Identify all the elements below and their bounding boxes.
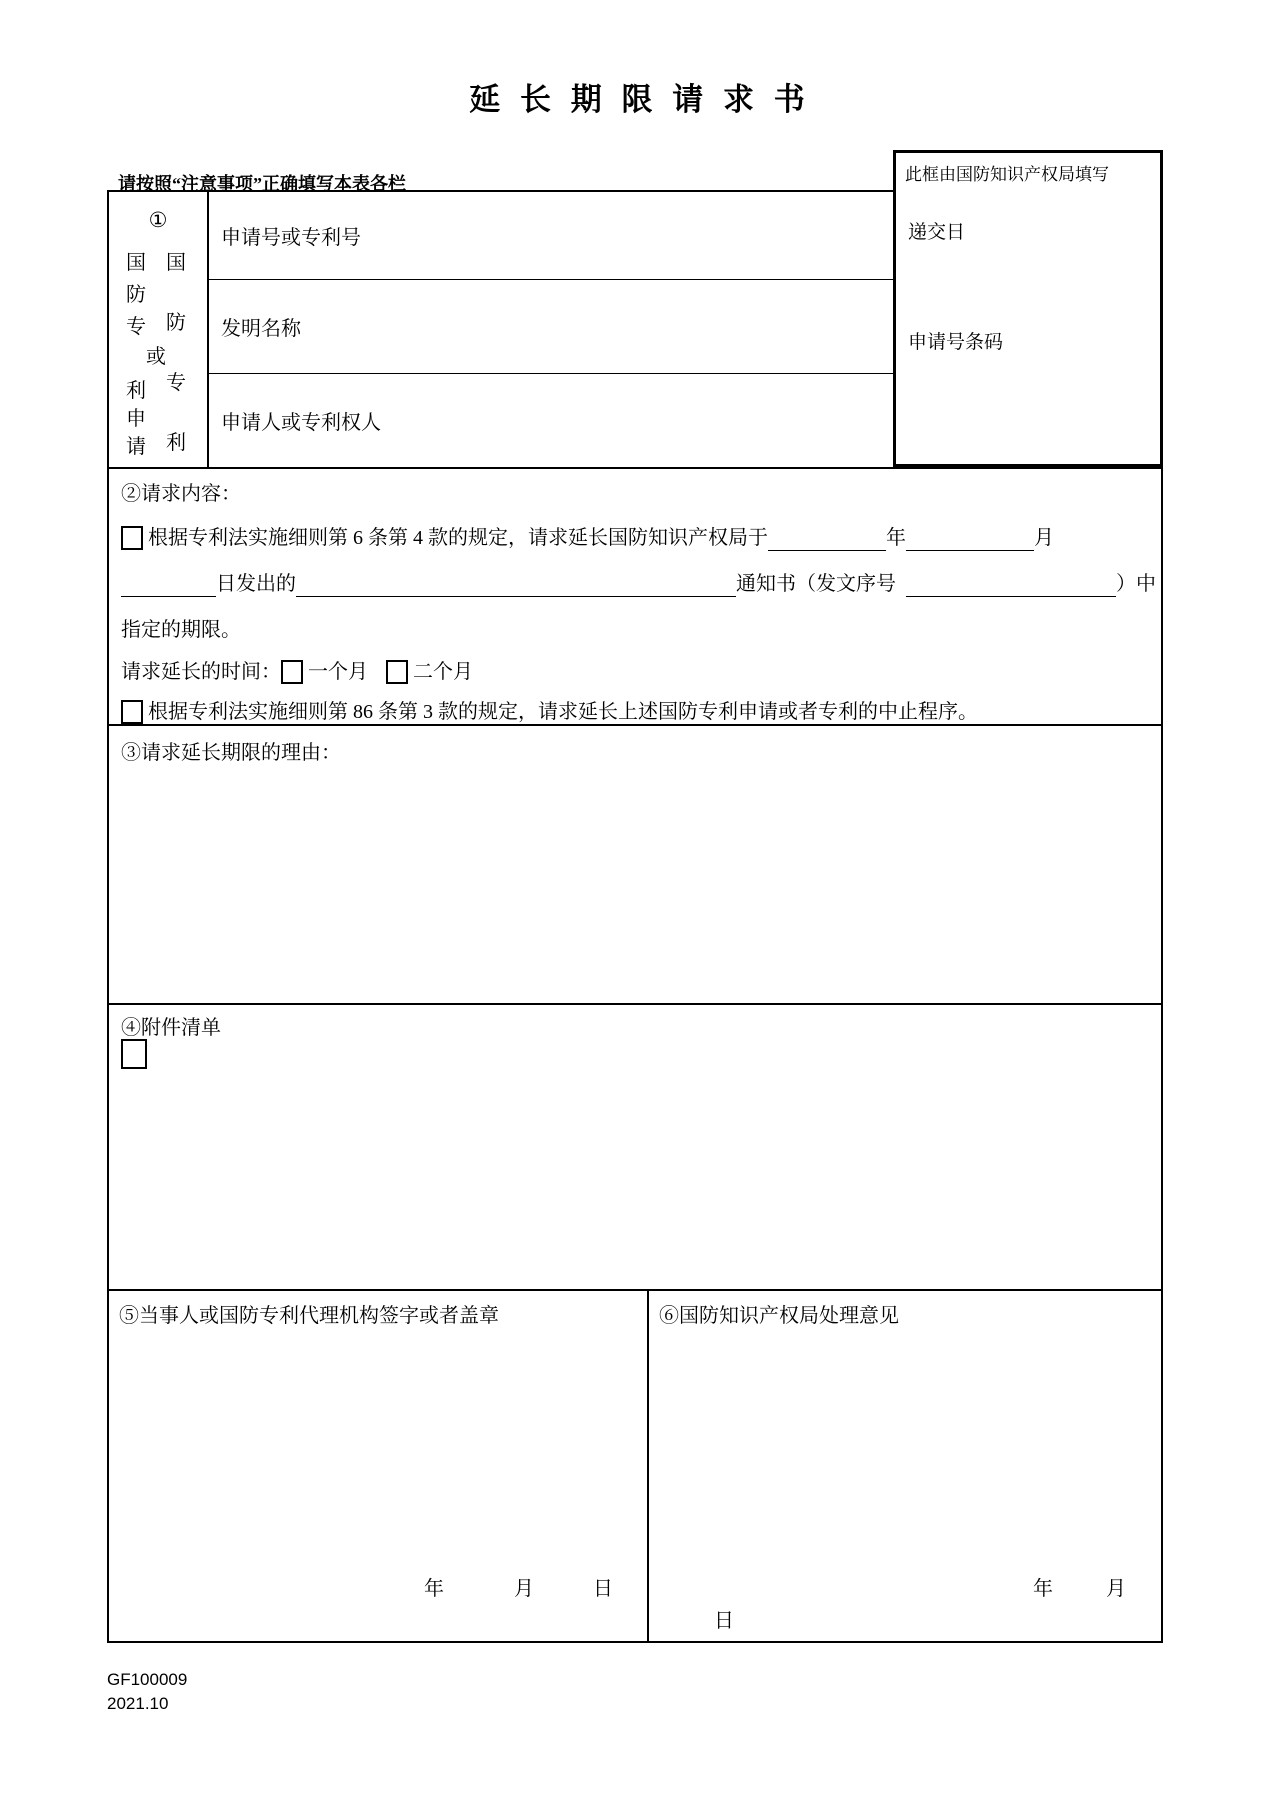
section2-request-content	[109, 469, 1161, 724]
specified-period-text: 指定的期限。	[121, 619, 241, 641]
year-label: 年	[886, 527, 906, 549]
attachment-checkbox[interactable]	[121, 1039, 147, 1069]
vertical-label-char: 申	[126, 408, 146, 430]
vertical-label-char: 国	[166, 252, 186, 274]
section2-heading: ②请求内容：	[121, 483, 241, 505]
office-opinion-cell	[649, 1291, 1161, 1641]
form-version-date: 2021.10	[107, 1694, 169, 1713]
vertical-label-char: 国	[126, 252, 146, 274]
rule6-line3	[121, 617, 241, 643]
year-blank-line[interactable]	[768, 527, 886, 551]
section3-reason	[109, 724, 1161, 1003]
vertical-label-char: 专	[166, 372, 186, 394]
row-application-number	[209, 192, 893, 280]
applicant-label: 申请人或专利权人	[221, 412, 381, 434]
rule86-line	[121, 699, 978, 725]
signature-cell	[109, 1291, 649, 1641]
notice-name-blank-line[interactable]	[296, 573, 736, 597]
row-applicant	[209, 374, 893, 467]
sign-month-label: 月	[514, 1578, 534, 1600]
day-issued-text: 日发出的	[216, 573, 296, 595]
or-label: 或	[146, 346, 166, 368]
section6-heading: ⑥国防知识产权局处理意见	[659, 1305, 899, 1327]
form-code: GF100009	[107, 1670, 188, 1689]
section1-side-label	[109, 192, 209, 467]
invention-name-label: 发明名称	[221, 318, 301, 340]
official-box-title: 此框由国防知识产权局填写	[905, 165, 1109, 184]
serial-number-blank-line[interactable]	[906, 573, 1116, 597]
vertical-label-char: 防	[126, 284, 146, 306]
sign-year-label: 年	[424, 1578, 444, 1600]
main-table	[107, 467, 1163, 1643]
one-month-label: 一个月	[308, 661, 368, 683]
two-month-label: 二个月	[413, 661, 473, 683]
duration-label: 请求延长的时间：	[121, 661, 281, 683]
two-month-checkbox[interactable]	[386, 660, 408, 684]
row-invention-name	[209, 280, 893, 374]
month-blank-line[interactable]	[906, 527, 1034, 551]
section5-heading: ⑤当事人或国防专利代理机构签字或者盖章	[119, 1305, 499, 1327]
page-title: 延 长 期 限 请 求 书	[469, 82, 811, 117]
office-day-label: 日	[714, 1610, 734, 1632]
section56-row	[109, 1289, 1161, 1641]
rule86-checkbox[interactable]	[121, 700, 143, 724]
vertical-label-char: 利	[166, 432, 186, 454]
day-blank-line[interactable]	[121, 573, 216, 597]
rule6-checkbox[interactable]	[121, 526, 143, 550]
rule6-line2	[121, 571, 1156, 597]
section1-number: ①	[148, 208, 168, 232]
rule6-text: 根据专利法实施细则第 6 条第 4 款的规定，请求延长国防知识产权局于	[148, 527, 768, 549]
official-use-box	[893, 150, 1163, 467]
duration-line	[121, 659, 473, 685]
section3-heading: ③请求延长期限的理由：	[121, 742, 341, 764]
month-label: 月	[1034, 527, 1054, 549]
notice-text: 通知书（发文序号	[736, 573, 896, 595]
vertical-label-char: 防	[166, 312, 186, 334]
vertical-label-char: 利	[126, 380, 146, 402]
office-month-label: 月	[1106, 1578, 1126, 1600]
vertical-label-char: 专	[126, 316, 146, 338]
close-paren-text: ）中	[1116, 573, 1156, 595]
rule86-text: 根据专利法实施细则第 86 条第 3 款的规定，请求延长上述国防专利申请或者专利的中止程序。	[148, 701, 978, 723]
submission-date-label: 递交日	[908, 222, 966, 243]
sign-day-label: 日	[593, 1578, 613, 1600]
one-month-checkbox[interactable]	[281, 660, 303, 684]
section1-table	[107, 190, 893, 467]
office-year-label: 年	[1033, 1578, 1053, 1600]
application-number-label: 申请号或专利号	[221, 227, 361, 249]
section1-rows	[209, 192, 893, 467]
vertical-label-char: 请	[126, 436, 146, 458]
section4-heading: ④附件清单	[121, 1017, 221, 1039]
rule6-line1	[121, 525, 1054, 551]
instruction-note: 请按照“注意事项”正确填写本表各栏	[118, 174, 406, 194]
section4-attachments	[109, 1003, 1161, 1289]
application-barcode-label: 申请号条码	[908, 332, 1004, 353]
